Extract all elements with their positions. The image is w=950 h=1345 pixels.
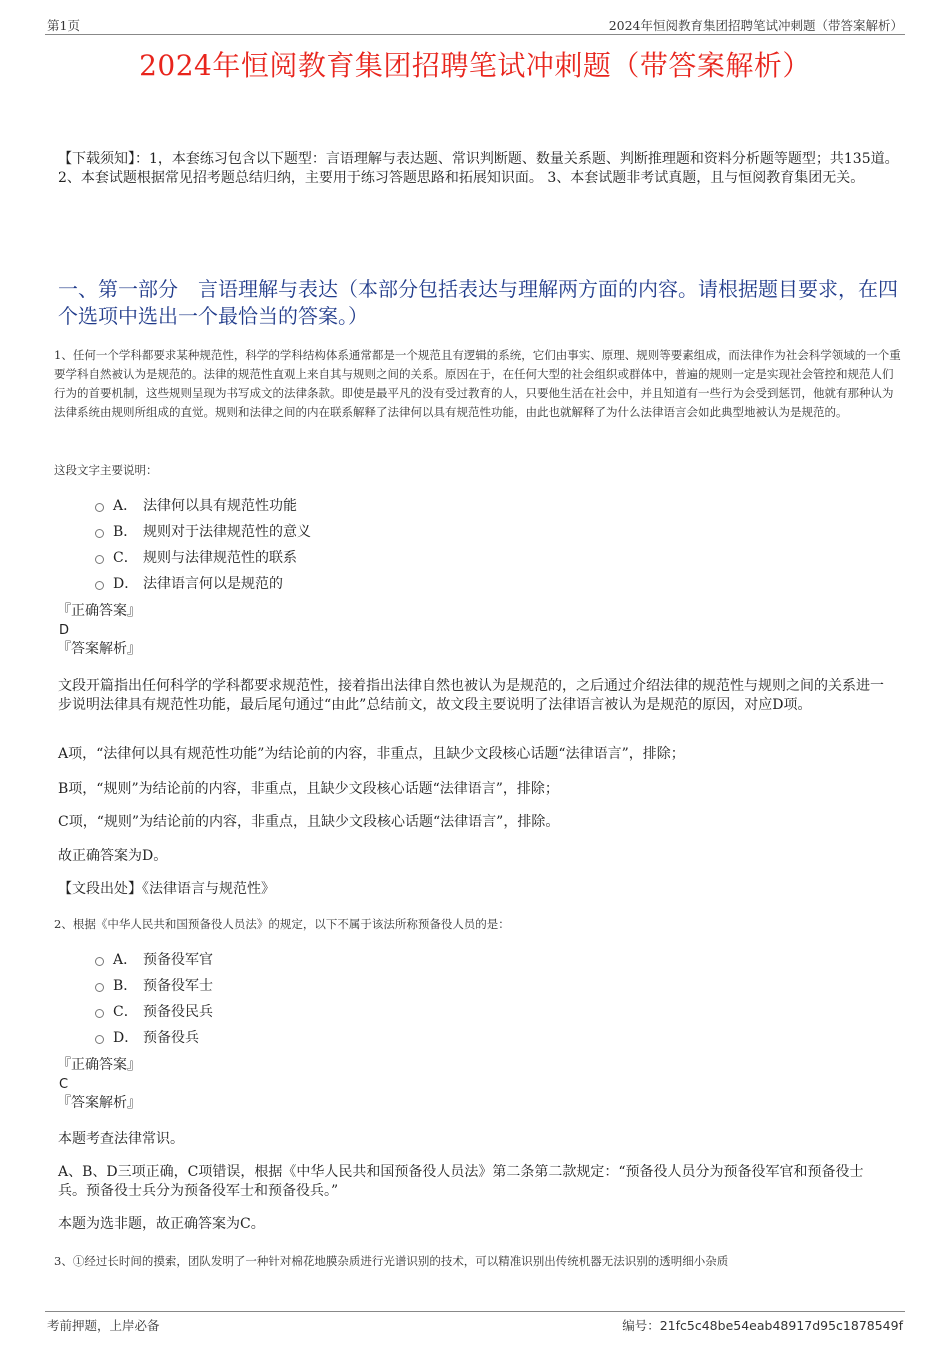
option-letter: B． (113, 978, 138, 994)
question-3-text: 3、①经过长时间的摸索，团队发明了一种针对棉花地膜杂质进行光谱识别的技术，可以精准识别出传统机器无法识别的透明细小杂质 (54, 1254, 729, 1268)
question-2-text: 2、根据《中华人民共和国预备役人员法》的规定，以下不属于该法所称预备役人员的是： (54, 917, 510, 931)
answer-label: 『正确答案』 (57, 1057, 141, 1073)
footer-slogan: 考前押题，上岸必备 (47, 1318, 160, 1333)
analysis-paragraph: A、B、D三项正确，C项错误，根据《中华人民共和国预备役人员法》第二条第二款规定：“预备役人员分为预备役军官和预备役士兵。预备役士兵分为预备役军士和预备役兵。” (58, 1164, 864, 1199)
option-d[interactable] (95, 571, 695, 597)
option-letter: D． (113, 576, 139, 592)
answer-value: C (59, 1077, 69, 1092)
question-1-prompt: 这段文字主要说明： (54, 463, 158, 477)
option-text: 预备役兵 (143, 1030, 199, 1046)
analysis-paragraph: B项，“规则”为结论前的内容，非重点，且缺少文段核心话题“法律语言”，排除； (58, 781, 559, 797)
option-b[interactable] (95, 519, 695, 545)
option-b[interactable] (95, 973, 695, 999)
option-a[interactable] (95, 493, 695, 519)
footer-code (622, 1316, 903, 1334)
option-a[interactable] (95, 947, 695, 973)
option-letter: A． (113, 952, 138, 968)
footer-code-value: 21fc5c48be54eab48917d95c1878549f (659, 1318, 903, 1333)
option-d[interactable] (95, 1025, 695, 1051)
option-text: 法律何以具有规范性功能 (143, 498, 297, 514)
question-2-options (95, 947, 695, 1051)
radio-icon[interactable] (95, 581, 104, 590)
option-text: 规则与法律规范性的联系 (143, 550, 297, 566)
answer-label: 『正确答案』 (57, 603, 141, 619)
option-c[interactable] (95, 999, 695, 1025)
analysis-paragraph: 本题考查法律常识。 (58, 1131, 184, 1147)
page-header (45, 16, 905, 35)
option-text: 法律语言何以是规范的 (143, 576, 283, 592)
page-number-label: 第1页 (47, 18, 80, 33)
section-heading: 一、第一部分 言语理解与表达（本部分包括表达与理解两方面的内容。请根据题目要求，在四个选项中选出一个最恰当的答案。） (58, 277, 898, 328)
analysis-paragraph: 故正确答案为D。 (58, 848, 168, 864)
radio-icon[interactable] (95, 957, 104, 966)
analysis-label: 『答案解析』 (57, 641, 141, 657)
question-1-options (95, 493, 695, 597)
radio-icon[interactable] (95, 983, 104, 992)
radio-icon[interactable] (95, 529, 104, 538)
question-1-answer-block (57, 602, 902, 659)
header-doc-title: 2024年恒阅教育集团招聘笔试冲刺题（带答案解析） (608, 18, 903, 33)
option-text: 预备役军官 (143, 952, 213, 968)
option-text: 预备役民兵 (143, 1004, 213, 1020)
footer-code-label: 编号： (622, 1318, 660, 1333)
radio-icon[interactable] (95, 503, 104, 512)
document-title: 2024年恒阅教育集团招聘笔试冲刺题（带答案解析） (139, 49, 811, 82)
radio-icon[interactable] (95, 1009, 104, 1018)
analysis-paragraph: 本题为选非题，故正确答案为C。 (58, 1216, 265, 1232)
analysis-label: 『答案解析』 (57, 1095, 141, 1111)
option-letter: B． (113, 524, 138, 540)
option-text: 规则对于法律规范性的意义 (143, 524, 311, 540)
option-letter: D． (113, 1030, 139, 1046)
option-letter: C． (113, 550, 138, 566)
option-letter: C． (113, 1004, 138, 1020)
option-c[interactable] (95, 545, 695, 571)
source-citation: 【文段出处】《法律语言与规范性》 (58, 881, 275, 897)
radio-icon[interactable] (95, 555, 104, 564)
answer-value: D (59, 623, 70, 638)
radio-icon[interactable] (95, 1035, 104, 1044)
download-notice: 【下载须知】：1，本套练习包含以下题型：言语理解与表达题、常识判断题、数量关系题、判断推理题和资料分析题等题型；共135道。 2、本套试题根据常见招考题总结归纳，主要用于练习答题思路和拓展知识面。 3、本套试题非考试真题，且与恒阅教育集团无关。 (58, 151, 899, 186)
option-letter: A． (113, 498, 138, 514)
analysis-paragraph: C项，“规则”为结论前的内容，非重点，且缺少文段核心话题“法律语言”，排除。 (58, 814, 560, 830)
question-2-answer-block (57, 1056, 902, 1113)
page-footer (45, 1311, 905, 1332)
option-text: 预备役军士 (143, 978, 213, 994)
analysis-paragraph: 文段开篇指出任何科学的学科都要求规范性，接着指出法律自然也被认为是规范的，之后通过介绍法律的规范性与规则之间的关系进一步说明法律具有规范性功能，最后尾句通过“由此”总结前文，故文段主要说明了法律语言被认为是规范的原因，对应D项。 (58, 678, 884, 713)
question-1-text: 1、任何一个学科都要求某种规范性，科学的学科结构体系通常都是一个规范且有逻辑的系统，它们由事实、原理、规则等要素组成，而法律作为社会科学领域的一个重要学科自然被认为是规范的。法律的规范性直观上来自其与规则之间的关系。原因在于，在任何大型的社会组织或群体中，普遍的规则一定是实现社会管控和规范人们行为的首要机制，这些规则呈现为书写成文的法律条款。即使是最平凡的没有受过教育的人，只要他生活在社会中，并且知道有一些行为会受到惩罚，他就有那种认为法律系统由规则所组成的直觉。规则和法律之间的内在联系解释了法律何以具有规范性功能，由此也就解释了为什么法律语言会如此典型地被认为是规范的。 (54, 348, 901, 419)
analysis-paragraph: A项，“法律何以具有规范性功能”为结论前的内容，非重点，且缺少文段核心话题“法律语言”，排除； (58, 746, 685, 762)
